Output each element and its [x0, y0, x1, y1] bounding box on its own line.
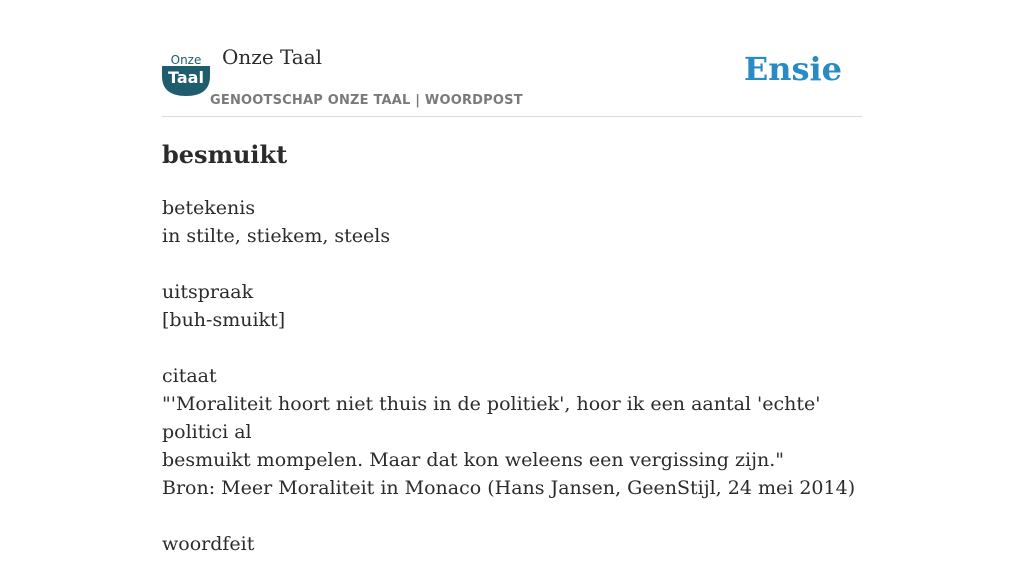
uitspraak-text: [buh-smuikt] [162, 309, 286, 331]
woordfeit-label: woordfeit [162, 533, 255, 555]
logo-top-text: Onze [170, 53, 202, 67]
betekenis-text: in stilte, stiekem, steels [162, 225, 391, 247]
uitspraak-label: uitspraak [162, 281, 254, 303]
betekenis-section [162, 194, 862, 250]
uitspraak-section [162, 278, 862, 334]
citaat-source: Bron: Meer Moraliteit in Monaco (Hans Jansen, GeenStijl, 24 mei 2014) [162, 477, 856, 499]
betekenis-label: betekenis [162, 197, 256, 219]
logo-bottom-text: Taal [168, 68, 204, 87]
ensie-logo[interactable]: Ensie [743, 50, 842, 88]
citaat-text-line1: "'Moraliteit hoort niet thuis in de politiek', hoor ik een aantal 'echte' politici al [162, 393, 821, 443]
citaat-label: citaat [162, 365, 217, 387]
citaat-section [162, 362, 862, 502]
citaat-text-line2: besmuikt mompelen. Maar dat kon weleens een vergissing zijn." [162, 449, 784, 471]
site-name[interactable]: Onze Taal [222, 45, 323, 69]
entry-content [162, 140, 862, 586]
onze-taal-logo[interactable] [162, 52, 210, 96]
entry-title: besmuikt [162, 140, 288, 169]
sub-brand[interactable]: GENOOTSCHAP ONZE TAAL | WOORDPOST [210, 93, 523, 108]
site-header [162, 42, 862, 117]
woordfeit-section [162, 530, 862, 558]
